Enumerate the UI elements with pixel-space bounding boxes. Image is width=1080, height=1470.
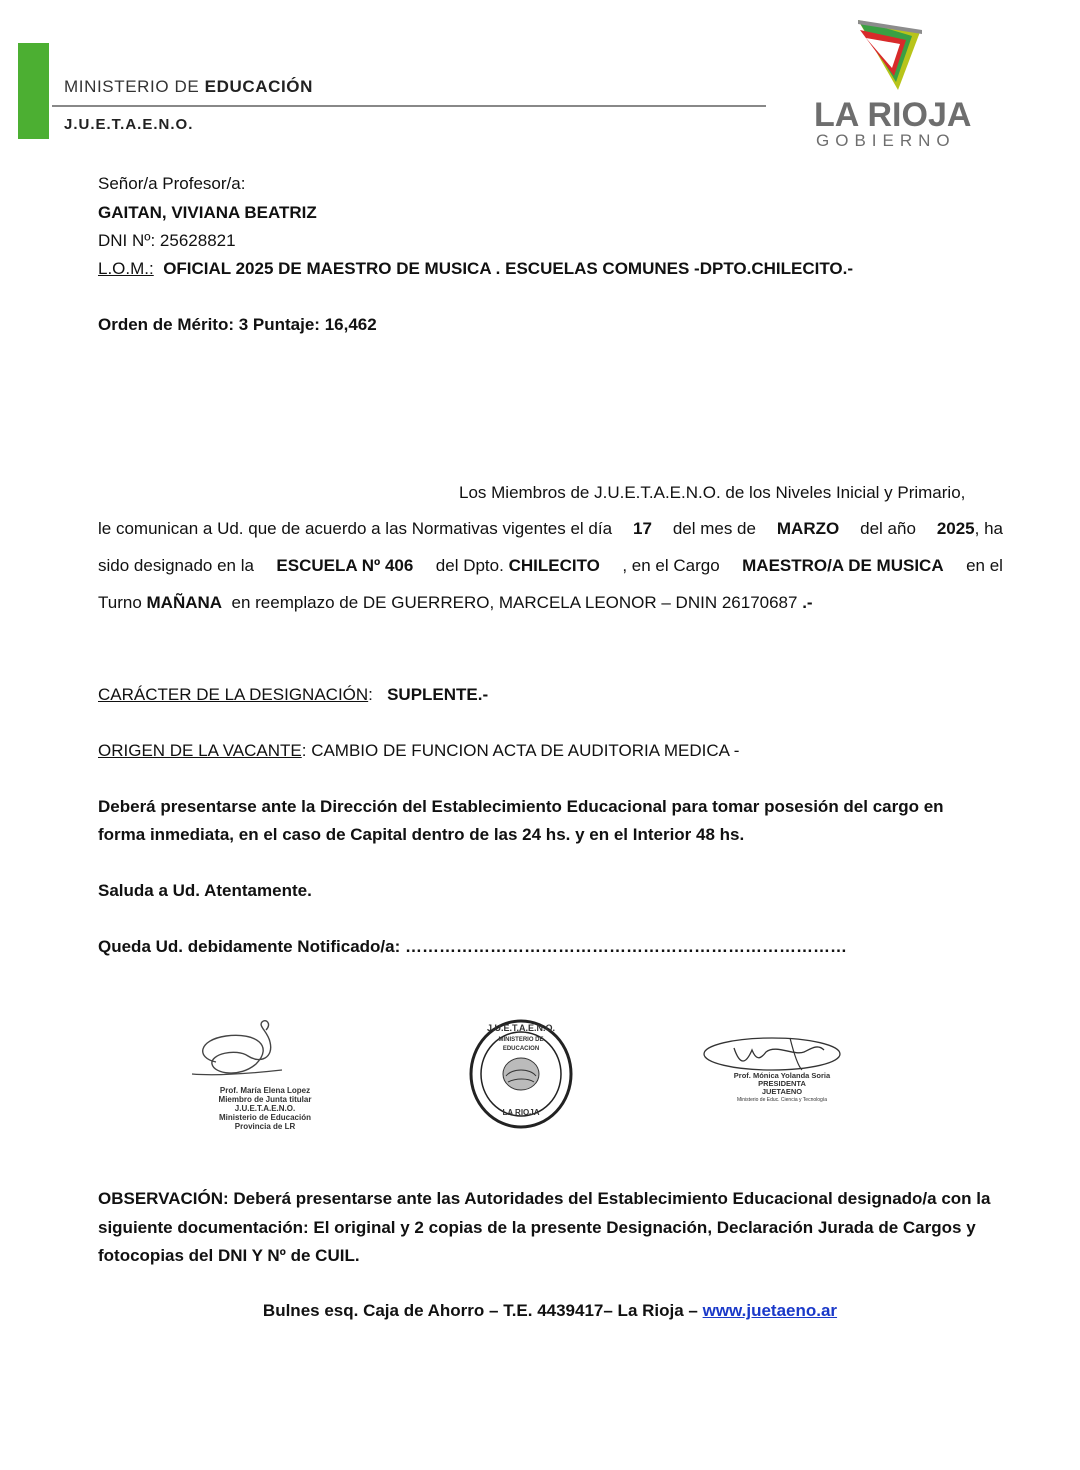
origen-value: CAMBIO DE FUNCION ACTA DE AUDITORIA MEDICA - <box>311 741 740 760</box>
greeting: Saluda a Ud. Atentamente. <box>98 881 312 900</box>
observation-line-2: siguiente documentación: El original y 2 copias de la presente Designación, Declaración Jurada de Cargos y <box>98 1218 976 1237</box>
seal-ring-text: MINISTERIO DE EDUCACION <box>498 1037 544 1052</box>
header-accent-bar <box>18 43 49 139</box>
merit-order: Orden de Mérito: 3 Puntaje: 16,462 <box>98 315 377 334</box>
observation-line-1: OBSERVACIÓN: Deberá presentarse ante las Autoridades del Establecimiento Educacional designado/a con la <box>98 1189 991 1208</box>
logo-main-text: LA RIOJA <box>814 96 972 134</box>
left-signature-stamp: Prof. María Elena Lopez Miembro de Junta titular J.U.E.T.A.E.N.O. Ministerio de Educación Provincia de LR <box>218 1086 312 1131</box>
observation-line-3: fotocopias del DNI Y Nº de CUIL. <box>98 1246 360 1265</box>
lom-line <box>98 259 853 279</box>
caracter-label: CARÁCTER DE LA DESIGNACIÓN <box>98 685 369 704</box>
lom-value: OFICIAL 2025 DE MAESTRO DE MUSICA . ESCUELAS COMUNES -DPTO.CHILECITO.- <box>163 259 854 278</box>
origen-label: ORIGEN DE LA VACANTE <box>98 741 302 760</box>
seal-bottom-text: LA RIOJA <box>502 1108 540 1117</box>
lom-label: L.O.M.: <box>98 259 154 278</box>
caracter-value: SUPLENTE.- <box>387 685 489 704</box>
body-line-2: le comunican a Ud. que de acuerdo a las Normativas vigentes el día 17 del mes de MARZO del año 2025, ha <box>98 519 1003 538</box>
salutation: Señor/a Profesor/a: <box>98 174 246 193</box>
logo-sub-text: GOBIERNO <box>816 131 956 150</box>
body-line-4: Turno MAÑANA en reemplazo de DE GUERRERO, MARCELA LEONOR – DNIN 26170687 .- <box>98 593 813 612</box>
origen-line: ORIGEN DE LA VACANTE: CAMBIO DE FUNCION ACTA DE AUDITORIA MEDICA - <box>98 741 740 760</box>
header-divider <box>52 105 766 107</box>
dni-number: DNI Nº: 25628821 <box>98 231 236 250</box>
left-signature-icon <box>186 1018 296 1090</box>
org-name: J.U.E.T.A.E.N.O. <box>64 116 194 133</box>
right-signature-stamp: Prof. Mónica Yolanda Soria PRESIDENTA JUETAENO Ministerio de Educ. Ciencia y Tecnología <box>733 1071 831 1103</box>
caracter-line: CARÁCTER DE LA DESIGNACIÓN: SUPLENTE.- <box>98 685 489 704</box>
website-link[interactable]: www.juetaeno.ar <box>702 1301 838 1320</box>
seal-top-text: J.U.E.T.A.E.N.O. <box>486 1023 555 1033</box>
ministry-title: MINISTERIO DE EDUCACIÓN <box>64 77 313 96</box>
body-line-1: Los Miembros de J.U.E.T.A.E.N.O. de los Niveles Inicial y Primario, <box>459 483 966 502</box>
notified-line: Queda Ud. debidamente Notificado/a: …………………………………………………………………… <box>98 937 847 956</box>
instruction-line-1: Deberá presentarse ante la Dirección del Establecimiento Educacional para tomar posesión del cargo en <box>98 797 944 816</box>
body-line-3: sido designado en la ESCUELA Nº 406 del Dpto. CHILECITO , en el Cargo MAESTRO/A DE MUSICA en el <box>98 556 1003 575</box>
footer-address: Bulnes esq. Caja de Ahorro – T.E. 4439417– La Rioja – www.juetaeno.ar <box>262 1301 838 1320</box>
instruction-line-2: forma inmediata, en el caso de Capital dentro de las 24 hs. y en el Interior 48 hs. <box>98 825 745 844</box>
la-rioja-logo-icon <box>850 16 930 96</box>
teacher-name: GAITAN, VIVIANA BEATRIZ <box>98 203 317 222</box>
